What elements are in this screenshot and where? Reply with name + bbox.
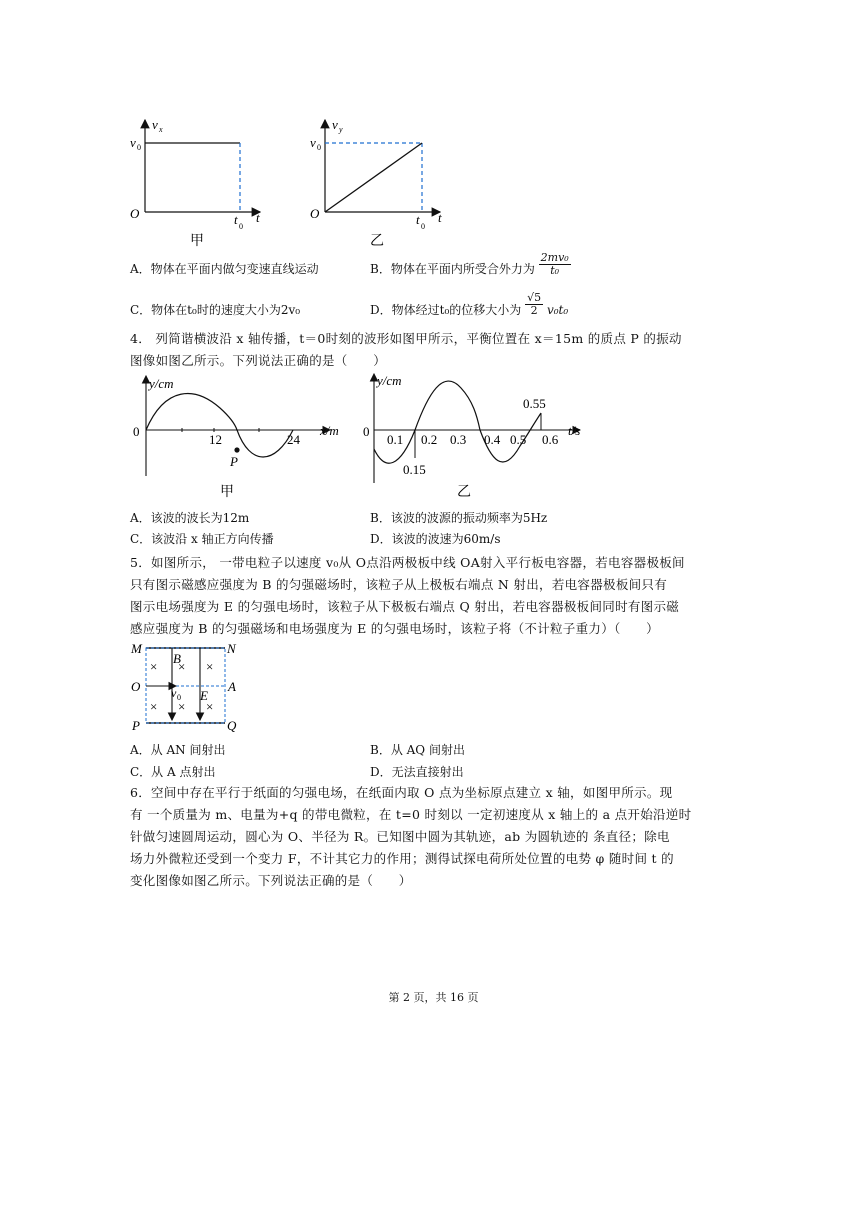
q5-option-d: D．无法直接射出 xyxy=(370,765,464,779)
svg-text:t: t xyxy=(438,210,442,225)
svg-text:0.15: 0.15 xyxy=(403,462,426,477)
graph-waveform xyxy=(133,376,339,500)
q5-stem-line3: 图示电场强度为 E 的匀强电场时，该粒子从下极板右端点 Q 射出，若电容器极板间同时有图示磁 xyxy=(130,599,680,614)
waveform-caption: 甲 xyxy=(220,485,234,500)
svg-text:0.6: 0.6 xyxy=(542,432,559,447)
vy-origin: O xyxy=(310,206,320,221)
q3-option-d-fraction: $\frac{√5}{2}$ xyxy=(527,291,542,317)
figure-capacitor xyxy=(128,638,243,738)
q3-option-d: D．物体经过t₀的位移大小为 $\frac{√5}{2}$ v₀t₀ xyxy=(370,291,569,317)
q5-stem-line4: 感应强度为 B 的匀强磁场和电场强度为 E 的匀强电场时，该粒子将（不计粒子重力）（ ） xyxy=(130,621,659,636)
vx-ylabel: v xyxy=(152,117,158,132)
q5-stem-line1: 5．如图所示， 一带电粒子以速度 v₀从 O点沿两极板中线 OA射入平行板电容器，若电容器极板间 xyxy=(130,555,685,570)
vx-caption: 甲 xyxy=(190,234,204,249)
svg-text:×: × xyxy=(150,659,158,674)
svg-text:Q: Q xyxy=(227,718,237,733)
graph-vibration xyxy=(363,373,580,500)
point-p xyxy=(234,447,239,452)
svg-text:0: 0 xyxy=(177,693,181,702)
svg-text:B: B xyxy=(173,651,181,666)
q4-option-c: C．该波沿 x 轴正方向传播 xyxy=(130,532,274,546)
q4-option-b: B．该波的波源的振动频率为5Hz xyxy=(370,511,548,525)
svg-text:0: 0 xyxy=(363,424,370,439)
svg-text:0.5: 0.5 xyxy=(510,432,527,447)
svg-text:y: y xyxy=(339,125,343,134)
svg-text:×: × xyxy=(206,659,214,674)
vx-origin: O xyxy=(130,206,140,221)
svg-text:0.3: 0.3 xyxy=(450,432,467,447)
svg-text:0: 0 xyxy=(137,143,141,152)
svg-text:E: E xyxy=(200,688,208,703)
q6-stem-line1: 6．空间中存在平行于纸面的匀强电场，在纸面内取 O 点为坐标原点建立 x 轴，如图甲所示。现 xyxy=(130,785,673,800)
graph-vx xyxy=(130,117,260,249)
vy-caption: 乙 xyxy=(370,234,384,249)
svg-text:N: N xyxy=(227,641,236,656)
svg-text:×: × xyxy=(150,699,158,714)
svg-text:0.2: 0.2 xyxy=(421,432,438,447)
vy-ylabel: v xyxy=(332,117,338,132)
svg-text:t: t xyxy=(416,212,420,227)
svg-text:O: O xyxy=(131,679,141,694)
figure-vt-graphs xyxy=(120,112,460,252)
q5-option-c: C．从 A 点射出 xyxy=(130,765,216,779)
q3-option-c: C．物体在t₀时的速度大小为2v₀ xyxy=(130,303,301,317)
q6-stem-line2: 有 一个质量为 m、电量为+q 的带电微粒，在 t=0 时刻以 一定初速度从 x 轴上的 a 点开始沿逆时 xyxy=(130,807,692,822)
svg-text:×: × xyxy=(178,659,186,674)
svg-text:0: 0 xyxy=(239,222,243,231)
svg-text:M: M xyxy=(131,641,142,656)
svg-text:v: v xyxy=(171,686,177,700)
svg-text:P: P xyxy=(132,718,140,733)
svg-text:0: 0 xyxy=(133,424,140,439)
q5-option-a: A．从 AN 间射出 xyxy=(130,743,226,757)
svg-text:y/cm: y/cm xyxy=(149,376,174,391)
q4-option-d: D．该波的波速为60m/s xyxy=(370,532,501,546)
svg-text:0: 0 xyxy=(421,222,425,231)
svg-text:v: v xyxy=(310,135,316,150)
vibration-caption: 乙 xyxy=(457,485,471,500)
graph-vy xyxy=(310,117,442,249)
svg-text:0.1: 0.1 xyxy=(387,432,404,447)
q6-stem-line4: 场力外微粒还受到一个变力 F，不计其它力的作用；测得试探电荷所处位置的电势 φ 随时间 t 的 xyxy=(130,851,674,866)
svg-text:×: × xyxy=(206,699,214,714)
q4-stem-line2: 图像如图乙所示。下列说法正确的是（ ） xyxy=(130,353,387,368)
q3-option-a: A．物体在平面内做匀变速直线运动 xyxy=(130,262,319,276)
svg-text:0: 0 xyxy=(317,143,321,152)
q4-option-a: A．该波的波长为12m xyxy=(130,511,250,525)
svg-text:v: v xyxy=(130,135,136,150)
svg-text:t: t xyxy=(256,210,260,225)
q6-stem-line5: 变化图像如图乙所示。下列说法正确的是（ ） xyxy=(130,873,412,888)
svg-text:A: A xyxy=(228,679,236,694)
svg-text:P: P xyxy=(230,454,238,469)
svg-text:0.55: 0.55 xyxy=(523,396,546,411)
q5-stem-line2: 只有图示磁感应强度为 B 的匀强磁场时，该粒子从上极板右端点 N 射出，若电容器极板间只有 xyxy=(130,577,668,592)
q5-option-b: B．从 AQ 间射出 xyxy=(370,743,465,757)
svg-text:x: x xyxy=(159,125,163,134)
svg-text:24: 24 xyxy=(287,432,300,447)
svg-text:t/s: t/s xyxy=(568,423,581,438)
svg-text:0.4: 0.4 xyxy=(484,432,501,447)
svg-text:x/m: x/m xyxy=(320,423,339,438)
q3-option-b-fraction: $\frac{\text{2mv₀}}{\text{t₀}}$ xyxy=(540,251,569,277)
svg-text:t: t xyxy=(234,212,238,227)
svg-text:×: × xyxy=(178,699,186,714)
figure-wave-graphs xyxy=(125,368,595,503)
q6-stem-line3: 针做匀速圆周运动，圆心为 O、半径为 R。已知图中圆为其轨迹，ab 为圆轨迹的 条直径；除电 xyxy=(130,829,670,844)
svg-text:y/cm: y/cm xyxy=(377,373,402,388)
q4-stem-line1: 4． 列简谐横波沿 x 轴传播，t＝0时刻的波形如图甲所示，平衡位置在 x＝15m 的质点 P 的振动 xyxy=(130,331,682,346)
svg-text:12: 12 xyxy=(209,432,222,447)
page-footer: 第 2 页，共 16 页 xyxy=(388,991,479,1004)
q3-option-b: B．物体在平面内所受合外力为 $\frac{\text{2mv₀}}{\text{t₀}}$ xyxy=(370,251,569,277)
